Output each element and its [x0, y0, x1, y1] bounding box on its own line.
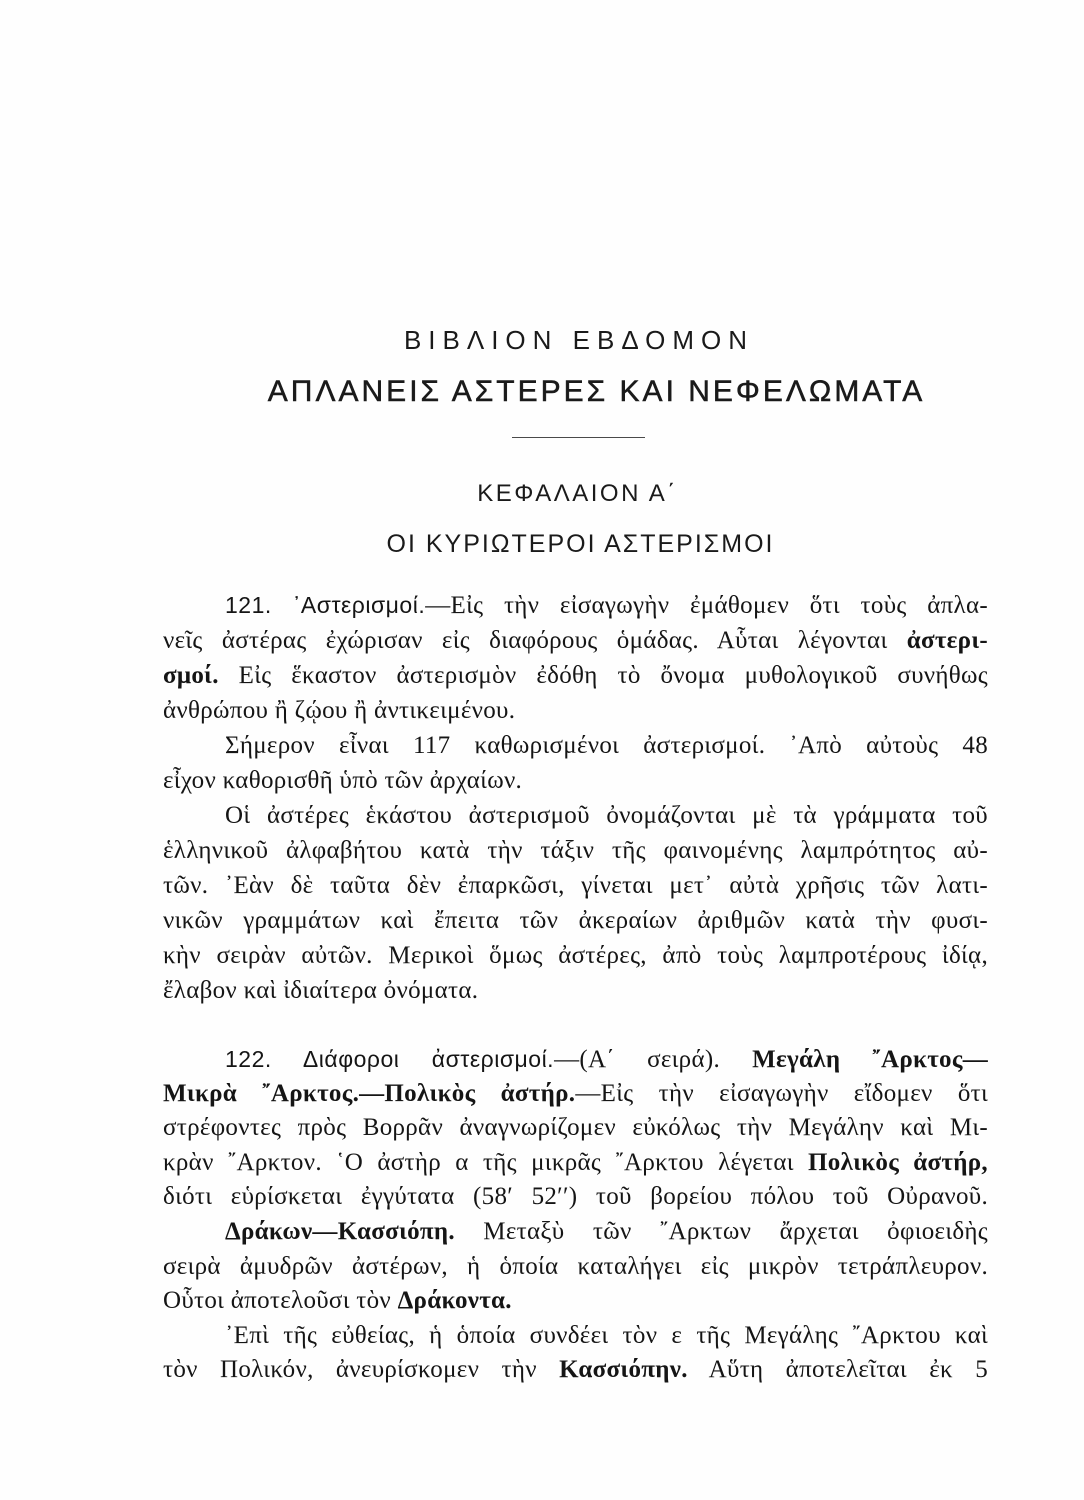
line-text	[163, 658, 988, 693]
bold-term: Πολικὸς ἀστήρ,	[808, 1148, 988, 1176]
bold-term: Δράκων—Κασσιόπη.	[225, 1217, 455, 1245]
text-run: —(Α΄ σειρά).	[554, 1046, 753, 1073]
section-heading: 121. ᾿Αστερισμοί.	[225, 592, 426, 618]
text-line	[163, 868, 988, 903]
text-line	[163, 833, 988, 868]
text-run: Αὕτη ἀποτελεῖται ἐκ 5	[687, 1356, 988, 1384]
text-run: Οὗτοι ἀποτελοῦσι τὸν	[163, 1287, 398, 1315]
line-text	[163, 1353, 988, 1388]
text-line	[163, 1146, 988, 1181]
text-run: εἶχον καθορισθῆ ὑπὸ τῶν ἀρχαίων.	[163, 767, 523, 794]
book-label: ΒΙΒΛΙΟΝ ΕΒΔΟΜΟΝ	[403, 325, 755, 355]
chapter-label: ΚΕΦΑΛΑΙΟΝ Α΄	[477, 480, 678, 507]
bold-term: Μεγάλη ῎Αρκτος—	[752, 1046, 989, 1073]
text-line	[163, 763, 988, 798]
line-text	[163, 1284, 512, 1319]
text-run: διότι εὑρίσκεται ἐγγύτατα (58′ 52′′) τοῦ βορείου πόλου τοῦ Οὐρανοῦ.	[163, 1183, 988, 1211]
line-text	[163, 1077, 988, 1112]
bold-term: Κασσιόπην.	[559, 1356, 688, 1384]
text-line	[163, 1077, 988, 1112]
text-run: τὸν Πολικόν, ἀνευρίσκομεν τὴν	[163, 1356, 560, 1384]
book-title: ΑΠΛΑΝΕΙΣ ΑΣΤΕΡΕΣ ΚΑΙ ΝΕΦΕΛΩΜΑΤΑ	[267, 375, 926, 408]
text-line	[163, 1284, 988, 1319]
section-121	[163, 588, 988, 1008]
text-run: νεῖς ἀστέρας ἐχώρισαν εἰς διαφόρους ὁμάδας. Αὗται λέγονται	[163, 627, 907, 654]
text-run: νικῶν γραμμάτων καὶ ἔπειτα τῶν ἀκεραίων ἀριθμῶν κατὰ τὴν φυσι-	[163, 907, 988, 934]
text-run: ἑλληνικοῦ ἀλφαβήτου κατὰ τὴν τάξιν τῆς φαινομένης λαμπρότητος αὐ-	[163, 837, 988, 864]
text-run: σειρὰ ἀμυδρῶν ἀστέρων, ἡ ὁποία καταλήγει εἰς μικρὸν τετράπλευρον.	[163, 1252, 988, 1280]
text-line	[163, 1180, 988, 1215]
text-run: Εἰς ἕκαστον ἀστερισμὸν ἐδόθη τὸ ὄνομα μυθολογικοῦ συνήθως	[218, 662, 988, 689]
text-run: Σήμερον εἶναι 117 καθωρισμένοι ἀστερισμοί. ᾿Απὸ αὐτοὺς 48	[225, 732, 988, 759]
text-line	[163, 693, 988, 728]
line-text	[163, 1146, 988, 1181]
text-run: —Εἰς τὴν εἰσαγωγὴν εἴδομεν ὅτι	[575, 1079, 988, 1107]
text-run: κρὰν ῎Αρκτον. ῾Ο ἀστὴρ α τῆς μικρᾶς ῎Αρκτου λέγεται	[163, 1148, 809, 1176]
line-text	[225, 798, 988, 833]
section-heading: 122. Διάφοροι ἀστερισμοί.	[225, 1046, 555, 1072]
line-text	[225, 1042, 988, 1078]
bold-term: Δράκοντα.	[397, 1287, 512, 1315]
section-122	[163, 1042, 988, 1388]
text-run: στρέφοντες πρὸς Βορρᾶν ἀναγνωρίζομεν εὐκόλως τὴν Μεγάλην καὶ Μι-	[163, 1114, 988, 1142]
line-text	[163, 1180, 988, 1215]
text-line	[163, 798, 988, 833]
text-line	[163, 1042, 988, 1077]
text-line	[163, 728, 988, 763]
line-text	[163, 1250, 988, 1285]
line-text	[163, 623, 988, 658]
line-text	[225, 588, 988, 623]
bold-term: Μικρὰ ῎Αρκτος.—Πολικὸς ἀστήρ.	[163, 1079, 576, 1107]
text-run: ἔλαβον καὶ ἰδιαίτερα ὀνόματα.	[163, 977, 479, 1004]
line-text	[163, 833, 988, 868]
line-text	[163, 868, 988, 903]
text-line	[163, 1215, 988, 1250]
text-run: κὴν σειρὰν αὐτῶν. Μερικοὶ ὅμως ἀστέρες, ἀπὸ τοὺς λαμπροτέρους ἰδίᾳ,	[163, 942, 988, 969]
bold-term: ἀστερι-	[906, 627, 988, 654]
text-line	[163, 588, 988, 623]
text-line	[163, 973, 988, 1008]
text-line	[163, 658, 988, 693]
text-line	[163, 623, 988, 658]
bold-term: σμοί.	[163, 662, 219, 689]
text-line	[163, 938, 988, 973]
text-run: τῶν. ᾿Εὰν δὲ ταῦτα δὲν ἐπαρκῶσι, γίνεται μετ᾿ αὐτὰ χρῆσις τῶν λατι-	[163, 872, 988, 899]
chapter-title: ΟΙ ΚΥΡΙΩΤΕΡΟΙ ΑΣΤΕΡΙΣΜΟΙ	[386, 530, 775, 558]
text-line	[163, 903, 988, 938]
divider-rule	[512, 437, 645, 438]
text-run: ἀνθρώπου ἢ ζῴου ἢ ἀντικειμένου.	[163, 697, 516, 724]
line-text	[225, 728, 988, 763]
line-text	[163, 1111, 988, 1146]
text-line	[163, 1111, 988, 1146]
line-text	[163, 763, 522, 798]
line-text	[163, 903, 988, 938]
text-run: Οἱ ἀστέρες ἑκάστου ἀστερισμοῦ ὀνομάζονται μὲ τὰ γράμματα τοῦ	[225, 802, 988, 829]
line-text	[225, 1319, 988, 1354]
line-text	[225, 1215, 988, 1250]
text-run: ᾿Επὶ τῆς εὐθείας, ἡ ὁποία συνδέει τὸν ε τῆς Μεγάλης ῎Αρκτου καὶ	[225, 1321, 988, 1349]
text-run: Μεταξὺ τῶν ῎Αρκτων ἄρχεται ὀφιοειδὴς	[454, 1217, 988, 1245]
line-text	[163, 938, 988, 973]
text-line	[163, 1353, 988, 1388]
text-run: —Εἰς τὴν εἰσαγωγὴν ἐμάθομεν ὅτι τοὺς ἀπλα-	[425, 592, 988, 619]
line-text	[163, 693, 515, 728]
text-line	[163, 1319, 988, 1354]
text-line	[163, 1250, 988, 1285]
line-text	[163, 973, 478, 1008]
